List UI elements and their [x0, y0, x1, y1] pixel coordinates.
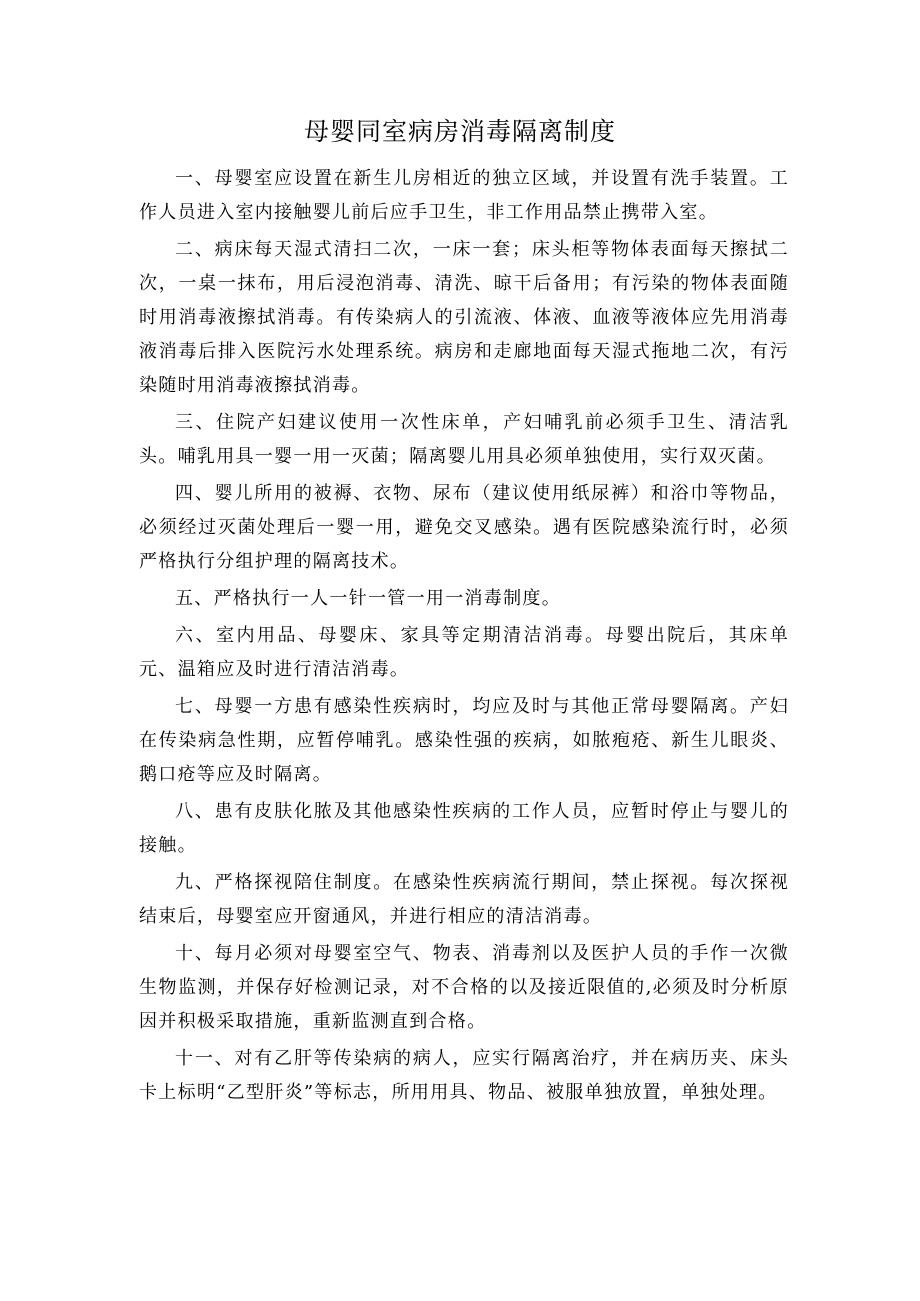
- paragraph-9: 九、严格探视陪住制度。在感染性疾病流行期间，禁止探视。每次探视结束后，母婴室应开窗通风，并进行相应的清洁消毒。: [139, 872, 789, 927]
- paragraph-11: 十一、对有乙肝等传染病的病人，应实行隔离治疗，并在病历夹、床头卡上标明“乙型肝炎”等标志，所用用具、物品、被服单独放置，单独处理。: [139, 1048, 789, 1103]
- document-title: 母婴同室病房消毒隔离制度: [303, 117, 616, 146]
- paragraph-10: 十、每月必须对母婴室空气、物表、消毒剂以及医护人员的手作一次微生物监测，并保存好检测记录，对不合格的以及接近限值的,必须及时分析原因并积极采取措施，重新监测直到合格。: [139, 943, 789, 1032]
- paragraph-6: 六、室内用品、母婴床、家具等定期清洁消毒。母婴出院后，其床单元、温箱应及时进行清洁消毒。: [139, 625, 789, 680]
- document-body: [139, 162, 789, 1113]
- paragraph-1: 一、母婴室应设置在新生儿房相近的独立区域，并设置有洗手装置。工作人员进入室内接触婴儿前后应手卫生，非工作用品禁止携带入室。: [139, 168, 789, 223]
- paragraph-5: 五、严格执行一人一针一管一用一消毒制度。: [175, 588, 561, 609]
- paragraph-2: 二、病床每天湿式清扫二次，一床一套；床头柜等物体表面每天擦拭二次，一桌一抹布，用后浸泡消毒、清洗、晾干后备用；有污染的物体表面随时用消毒液擦拭消毒。有传染病人的引流液、体液、血液等液体应先用消毒液消毒后排入医院污水处理系统。病房和走廊地面每天湿式拖地二次，有污染随时用消毒液擦拭消毒。: [139, 239, 789, 396]
- paragraph-8: 八、患有皮肤化脓及其他感染性疾病的工作人员，应暂时停止与婴儿的接触。: [139, 801, 789, 856]
- paragraph-7: 七、母婴一方患有感染性疾病时，均应及时与其他正常母婴隔离。产妇在传染病急性期，应暂停哺乳。感染性强的疾病，如脓疱疮、新生儿眼炎、鹅口疮等应及时隔离。: [139, 696, 789, 785]
- paragraph-4: 四、婴儿所用的被褥、衣物、尿布（建议使用纸尿裤）和浴巾等物品，必须经过灭菌处理后一婴一用，避免交叉感染。遇有医院感染流行时，必须严格执行分组护理的隔离技术。: [139, 483, 789, 572]
- paragraph-3: 三、住院产妇建议使用一次性床单，产妇哺乳前必须手卫生、清洁乳头。哺乳用具一婴一用一灭菌；隔离婴儿用具必须单独使用，实行双灭菌。: [139, 412, 789, 467]
